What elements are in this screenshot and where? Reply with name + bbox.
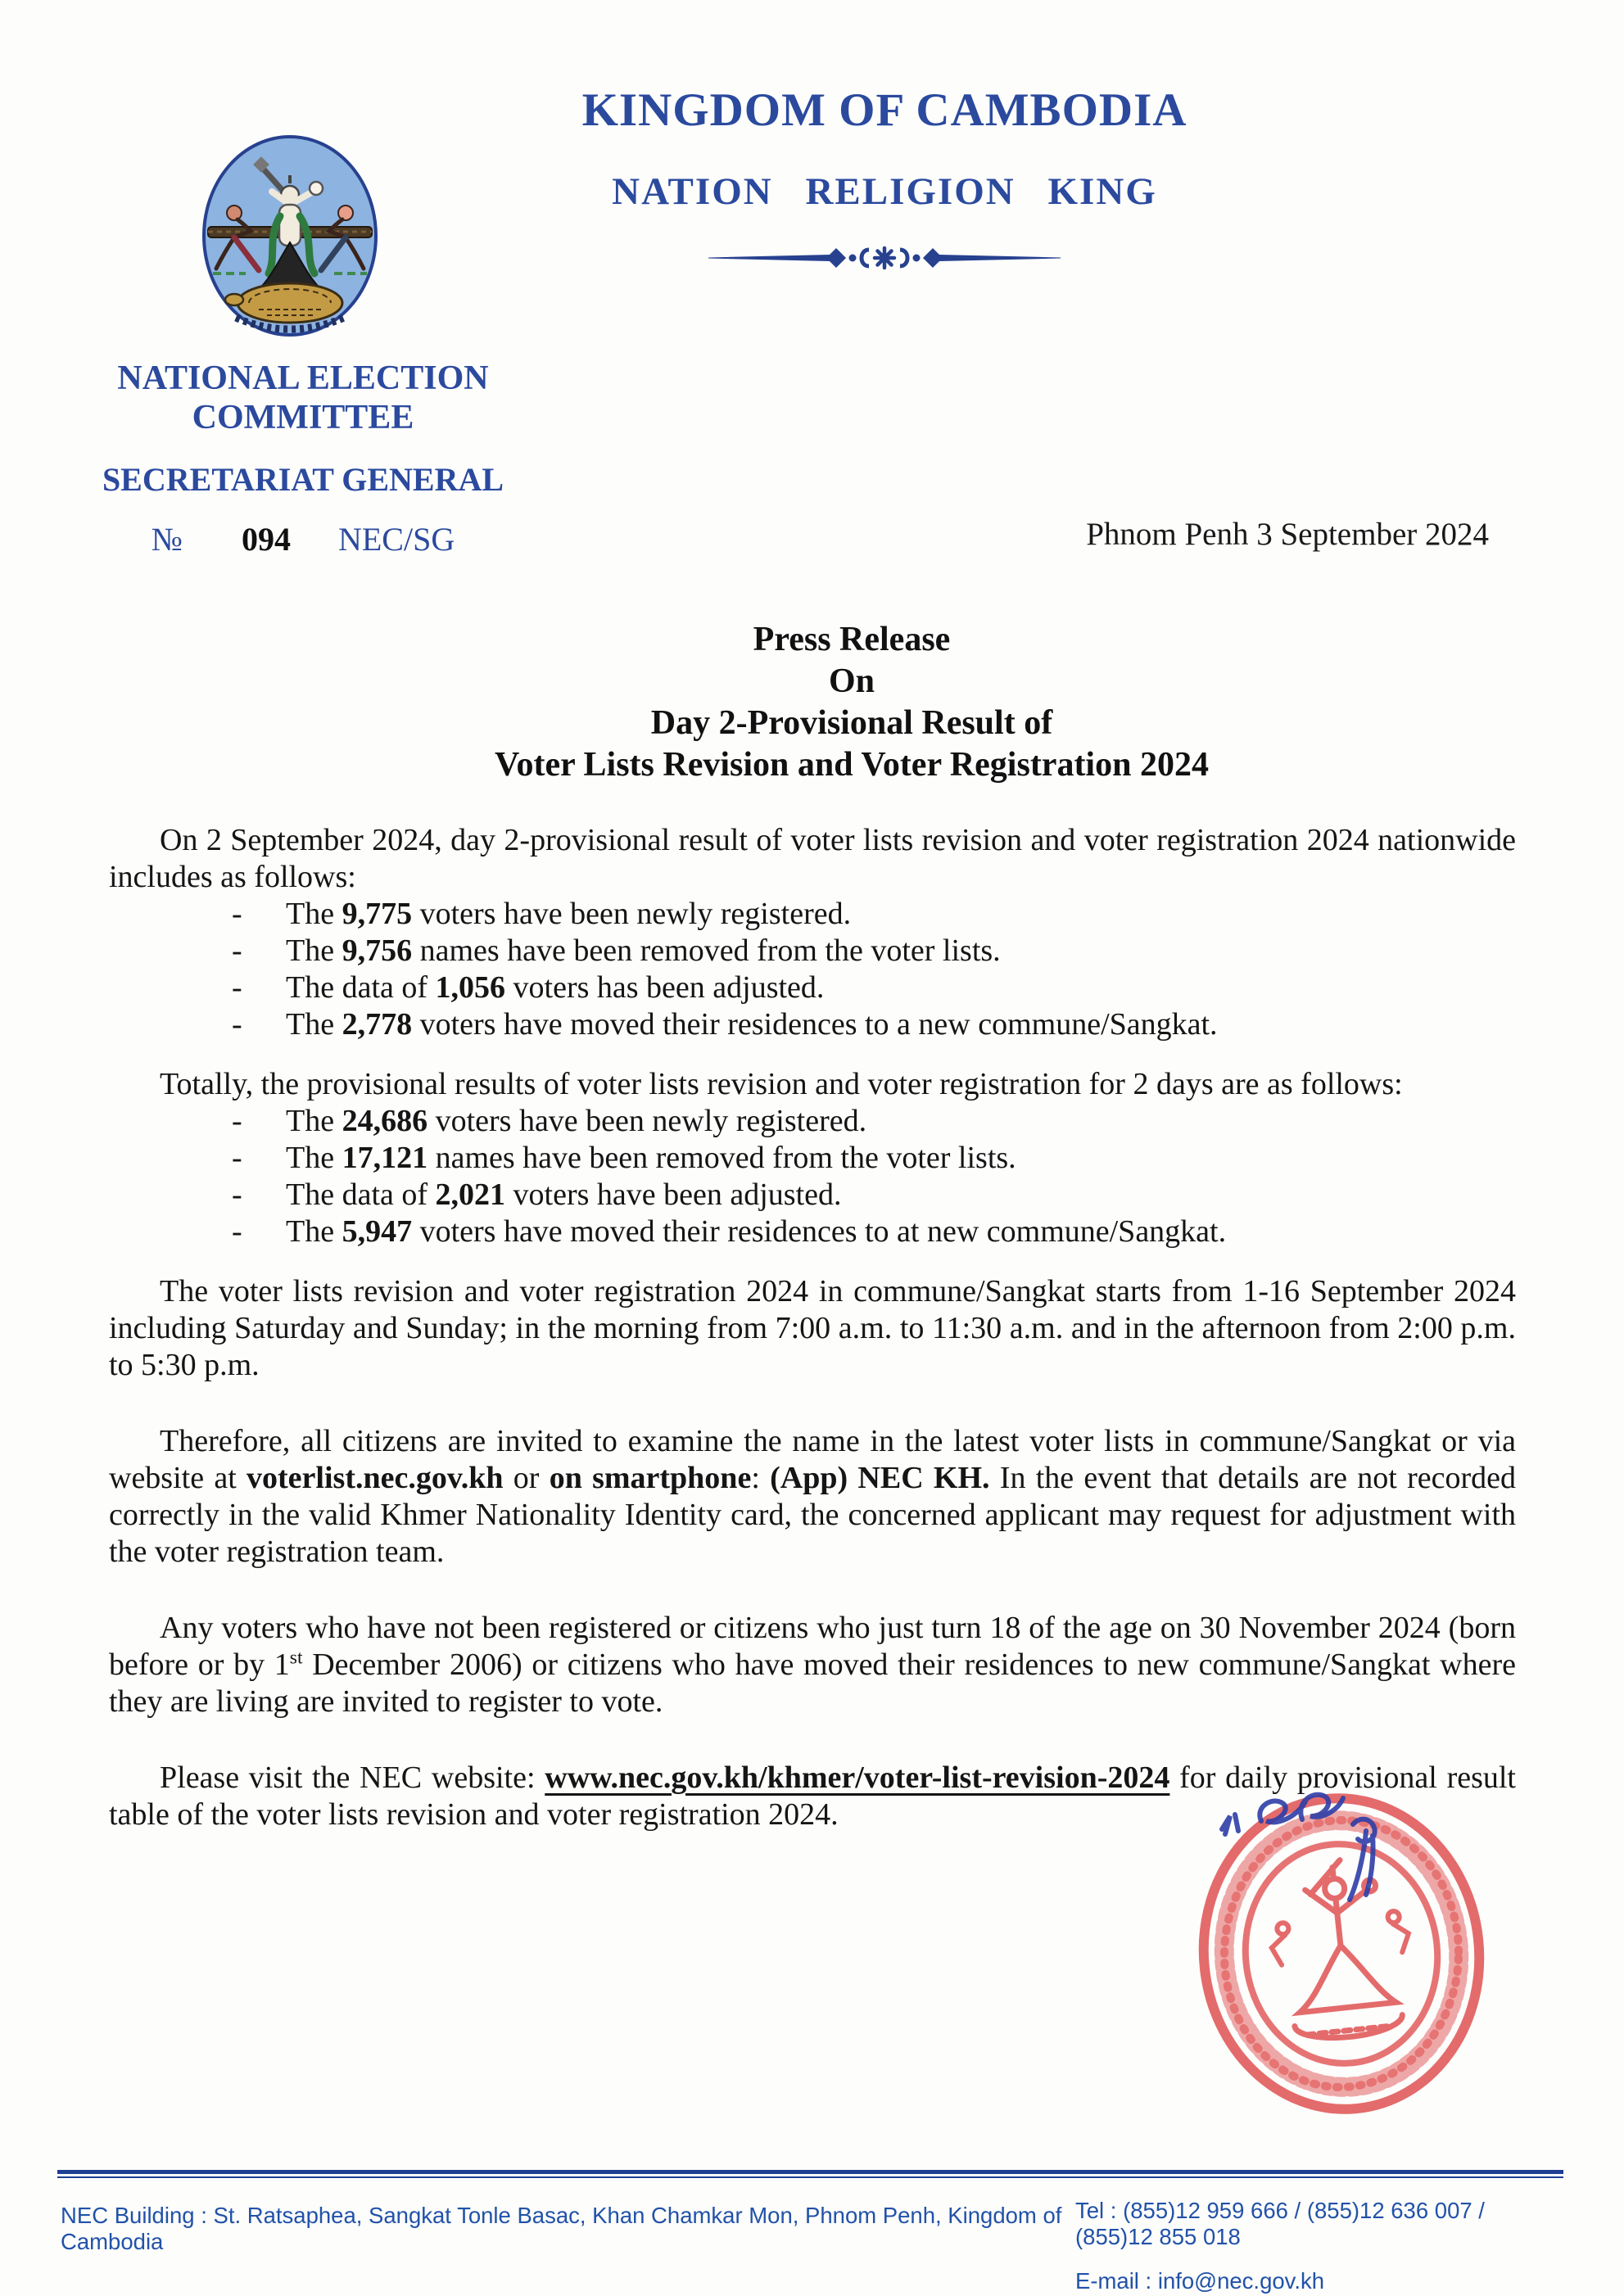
paragraph-schedule: The voter lists revision and voter registration 2024 in commune/Sangkat starts from 1-16 September 2024 including Saturday and Sunday; in the morning from 7:00 a.m. to 11:30 a.m. and in the afternoon from 2:00 p.m. to 5:30 p.m. — [109, 1274, 1516, 1382]
footer-telephone: Tel : (855)12 959 666 / (855)12 636 007 / (855)12 855 018 — [1075, 2198, 1485, 2249]
bullet-dash: - — [232, 1007, 242, 1042]
doc-no-suffix: NEC/SG — [337, 521, 455, 558]
list-item: - The 24,686 voters have been newly registered. — [232, 1104, 867, 1138]
paragraph-totals-intro: Totally, the provisional results of voter lists revision and voter registration for 2 days are as follows: — [160, 1067, 1403, 1101]
title-line-3: Day 2-Provisional Result of — [650, 704, 1053, 742]
committee-name: NATIONAL ELECTION COMMITTEE — [117, 359, 489, 436]
list-item: - The data of 1,056 voters has been adjusted. — [232, 970, 825, 1005]
list-item: - The 2,778 voters have moved their residences to a new commune/Sangkat. — [232, 1007, 1218, 1042]
list-item: - The data of 2,021 voters have been adjusted. — [232, 1177, 842, 1212]
footer-address: NEC Building : St. Ratsaphea, Sangkat Tonle Basac, Khan Chamkar Mon, Phnom Penh, Kingdom of Cambodia — [61, 2203, 1062, 2254]
bullet-dash: - — [232, 1104, 242, 1138]
kingdom-title: KINGDOM OF CAMBODIA — [581, 84, 1187, 136]
national-motto: NATION RELIGION KING — [612, 170, 1157, 213]
press-release-title — [115, 619, 1589, 786]
doc-no-label: № — [151, 521, 183, 558]
paragraph-day2-intro: On 2 September 2024, day 2-provisional result of voter lists revision and voter registration 2024 nationwide includes as follows: — [109, 823, 1516, 894]
ornamental-divider-icon — [344, 242, 1425, 278]
footer — [61, 2198, 1567, 2294]
bullet-dash: - — [232, 1177, 242, 1212]
footer-email: E-mail : info@nec.gov.kh — [1075, 2268, 1325, 2294]
secretariat-name: SECRETARIAT GENERAL — [102, 461, 504, 498]
list-item: - The 9,756 names have been removed from the voter lists. — [232, 933, 1001, 968]
list-item: - The 9,775 voters have been newly registered. — [232, 897, 852, 931]
bullet-dash: - — [232, 1214, 242, 1249]
handwritten-signature — [1197, 1767, 1468, 1923]
bullet-dash: - — [232, 970, 242, 1005]
bullet-dash: - — [232, 1141, 242, 1175]
bullet-dash: - — [232, 897, 242, 931]
title-line-2: On — [828, 662, 875, 700]
paragraph-examine-lists: Therefore, all citizens are invited to examine the name in the latest voter lists in commune/Sangkat or via website at voterlist.nec.gov.kh or on smartphone: (App) NEC KH. In the event that details are not recorded correctly in the valid Khmer Nationality Identity card, the concerned applicant may request for adjustment with the voter registration team. — [109, 1424, 1516, 1569]
title-line-4: Voter Lists Revision and Voter Registration 2024 — [495, 746, 1209, 784]
title-line-1: Press Release — [753, 621, 951, 658]
doc-no-value: 094 — [241, 521, 291, 558]
date-line: Phnom Penh 3 September 2024 — [1086, 517, 1489, 552]
list-item: - The 5,947 voters have moved their residences to at new commune/Sangkat. — [232, 1214, 1227, 1249]
bullet-dash: - — [232, 933, 242, 968]
paragraph-eligibility: Any voters who have not been registered or citizens who just turn 18 of the age on 30 November 2024 (born before or by 1st December 2006) or citizens who have moved their residences to new commune/Sangkat where they are living are invited to register to vote. — [109, 1611, 1516, 1719]
document-body — [109, 822, 1516, 1833]
paragraph-website: Please visit the NEC website: www.nec.gov.kh/khmer/voter-list-revision-2024 for daily provisional result table of the voter lists revision and voter registration 2024. — [109, 1760, 1516, 1832]
footer-rule — [57, 2170, 1563, 2178]
list-item: - The 17,121 names have been removed from the voter lists. — [232, 1141, 1016, 1175]
document-number-line — [16, 520, 590, 558]
